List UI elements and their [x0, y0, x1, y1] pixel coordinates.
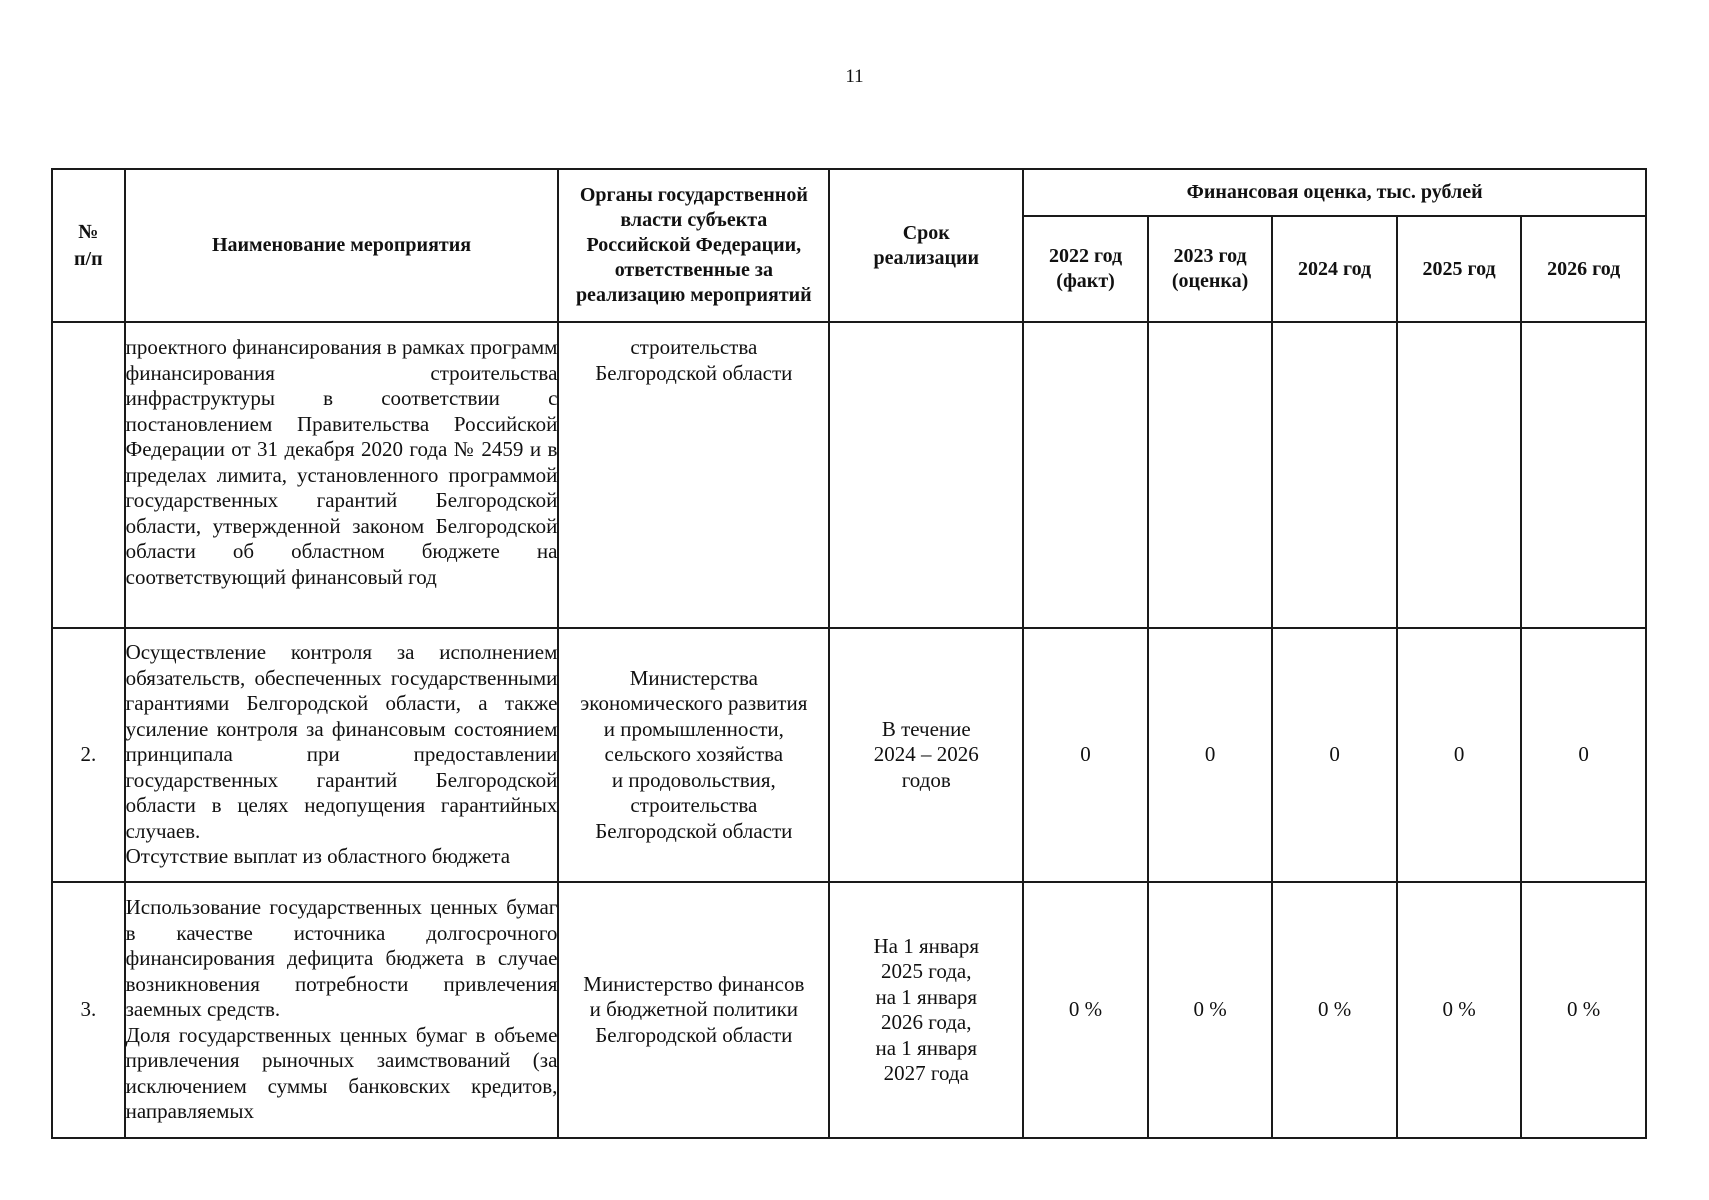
- value-2026: 0: [1521, 628, 1646, 882]
- term: На 1 января 2025 года, на 1 января 2026 года, на 1 января 2027 года: [829, 882, 1023, 1138]
- measure-name: проектного финансирования в рамках программ финансирования строительства инфраструктуры в соответствии с постановлением Правительства Российской Федерации от 31 декабря 2020 года № 2459 и в пределах лимита, установленного программой государственных гарантий Белгородской области, утвержденной законом Белгородской области об областном бюджете на соответствующий финансовый год: [125, 322, 559, 628]
- header-year-2026: 2026 год: [1521, 216, 1646, 322]
- value-2024: 0 %: [1272, 882, 1397, 1138]
- term: [829, 322, 1023, 628]
- responsible-bodies: Министерство финансов и бюджетной политики Белгородской области: [558, 882, 829, 1138]
- header-year-2024: 2024 год: [1272, 216, 1397, 322]
- measure-name: Использование государственных ценных бумаг в качестве источника долгосрочного финансирования дефицита бюджета в случае возникновения потребности привлечения заемных средств. Доля государственных ценных бумаг в объеме привлечения рыночных заимствований (за исключением суммы банковских кредитов, направляемых: [125, 882, 559, 1138]
- header-year-2023: 2023 год (оценка): [1148, 216, 1273, 322]
- value-2024: [1272, 322, 1397, 628]
- value-2023: 0 %: [1148, 882, 1273, 1138]
- measures-table: [51, 168, 1647, 1139]
- table-row: [52, 882, 1646, 1138]
- value-2023: [1148, 322, 1273, 628]
- header-responsible-bodies: Органы государственной власти субъекта Российской Федерации, ответственные за реализацию мероприятий: [558, 169, 829, 322]
- row-number: 3.: [52, 882, 125, 1138]
- value-2022: 0: [1023, 628, 1148, 882]
- value-2026: 0 %: [1521, 882, 1646, 1138]
- value-2026: [1521, 322, 1646, 628]
- responsible-bodies: строительства Белгородской области: [558, 322, 829, 628]
- header-number: № п/п: [52, 169, 125, 322]
- value-2022: 0 %: [1023, 882, 1148, 1138]
- value-2023: 0: [1148, 628, 1273, 882]
- table-row: [52, 628, 1646, 882]
- term: В течение 2024 – 2026 годов: [829, 628, 1023, 882]
- measure-name: Осуществление контроля за исполнением обязательств, обеспеченных государственными гарантиями Белгородской области, а также усиление контроля за финансовым состоянием принципала при предоставлении государственных гарантий Белгородской области в целях недопущения гарантийных случаев. Отсутствие выплат из областного бюджета: [125, 628, 559, 882]
- row-number: 2.: [52, 628, 125, 882]
- value-2025: 0 %: [1397, 882, 1522, 1138]
- row-number: [52, 322, 125, 628]
- value-2022: [1023, 322, 1148, 628]
- table-row: [52, 322, 1646, 628]
- header-year-2025: 2025 год: [1397, 216, 1522, 322]
- value-2024: 0: [1272, 628, 1397, 882]
- responsible-bodies: Министерства экономического развития и промышленности, сельского хозяйства и продовольствия, строительства Белгородской области: [558, 628, 829, 882]
- header-term: Срок реализации: [829, 169, 1023, 322]
- value-2025: [1397, 322, 1522, 628]
- page-number: 11: [845, 66, 864, 87]
- header-measure-name: Наименование мероприятия: [125, 169, 559, 322]
- value-2025: 0: [1397, 628, 1522, 882]
- header-year-2022: 2022 год (факт): [1023, 216, 1148, 322]
- header-financial-estimate: Финансовая оценка, тыс. рублей: [1023, 169, 1646, 216]
